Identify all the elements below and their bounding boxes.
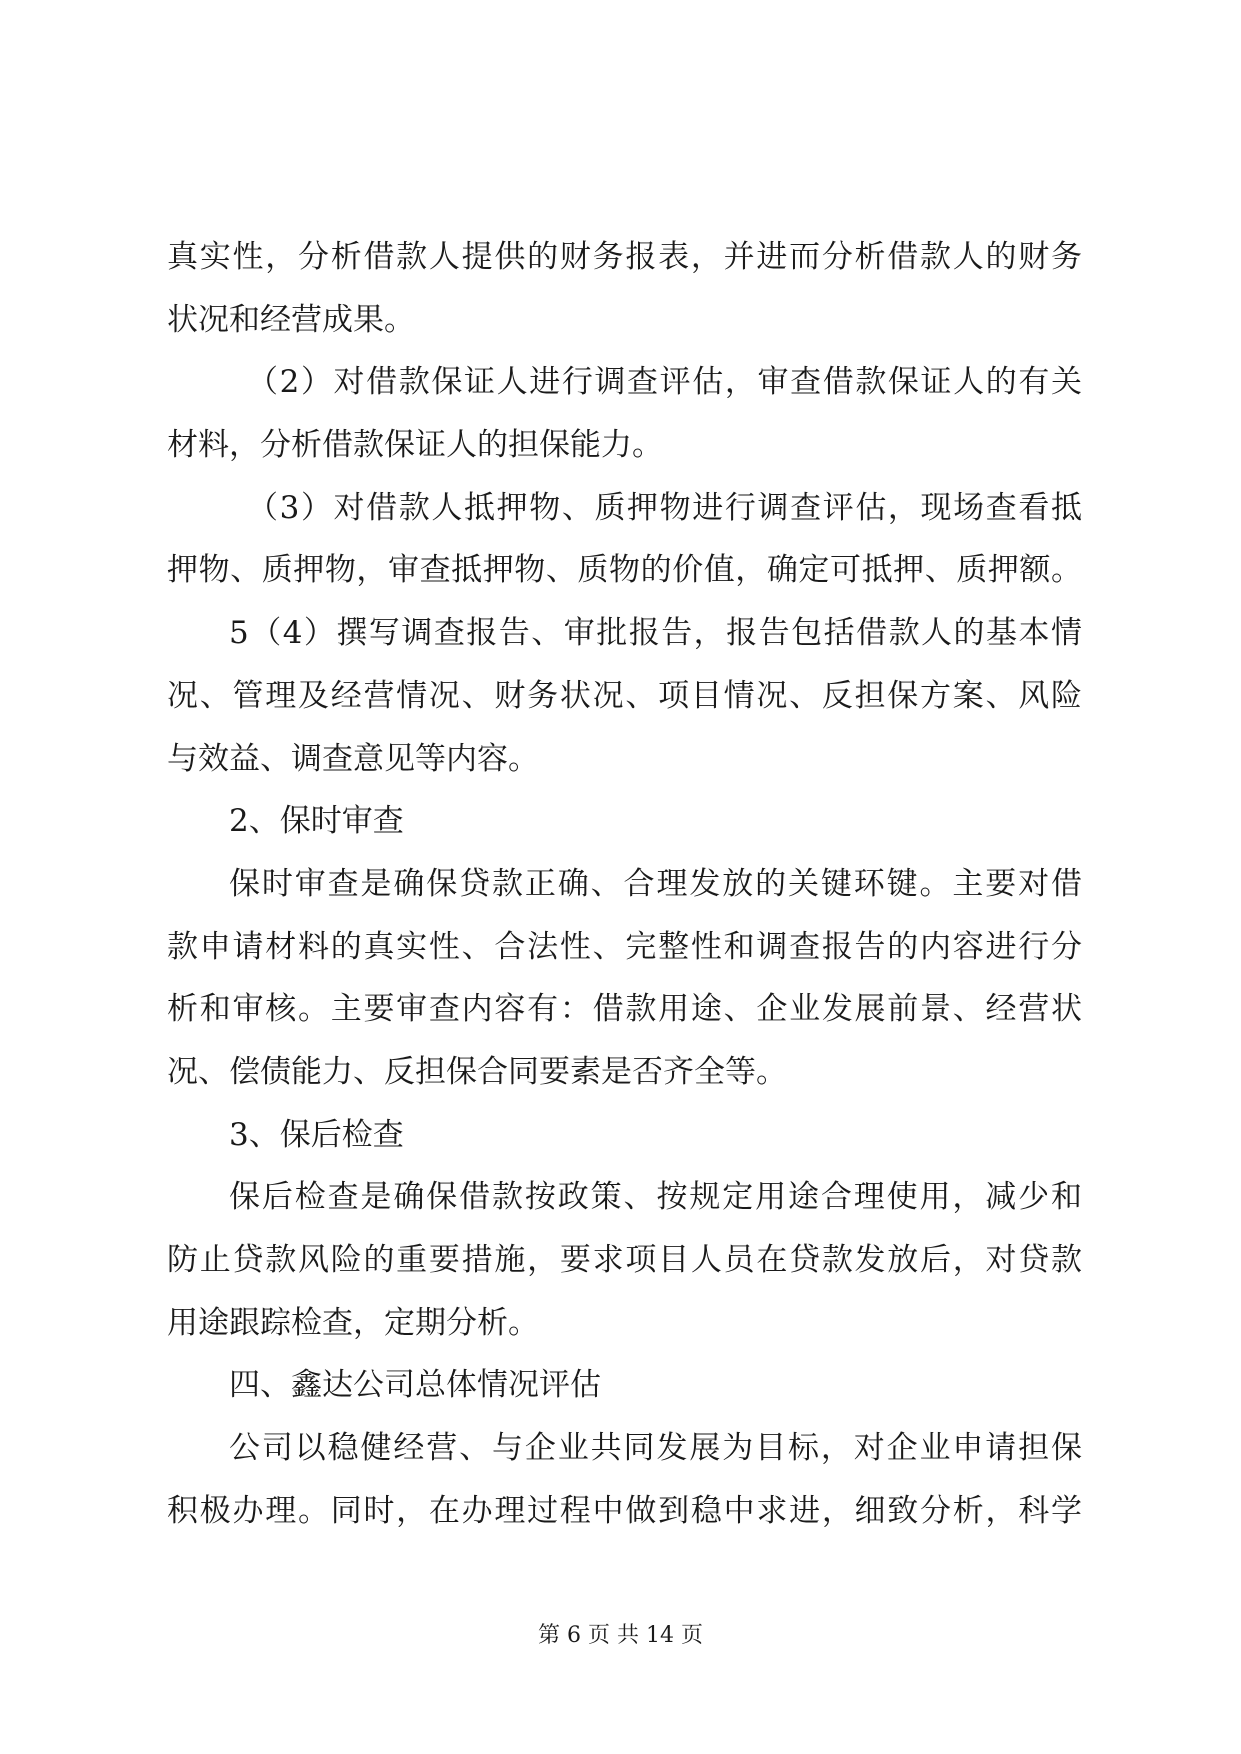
- text-line: 状况和经营成果。: [167, 301, 415, 338]
- text-line: 押物、质押物，审查抵押物、质物的价值，确定可抵押、质押额。: [167, 552, 1082, 589]
- text-line: 公司以稳健经营、与企业共同发展为目标，对企业申请担保: [229, 1430, 1082, 1467]
- text-line: 款申请材料的真实性、合法性、完整性和调查报告的内容进行分: [167, 928, 1082, 965]
- document-body: [167, 226, 1082, 1542]
- text-line: 积极办理。同时，在办理过程中做到稳中求进，细致分析，科学: [167, 1492, 1082, 1529]
- text-line: （3）对借款人抵押物、质押物进行调查评估，现场查看抵: [247, 489, 1082, 526]
- text-line: 用途跟踪检查，定期分析。: [167, 1304, 539, 1341]
- text-line: （2）对借款保证人进行调查评估，审查借款保证人的有关: [247, 364, 1082, 401]
- section-heading: 四、鑫达公司总体情况评估: [229, 1367, 601, 1404]
- section-heading: 2、保时审查: [229, 803, 404, 840]
- text-line: 与效益、调查意见等内容。: [167, 740, 539, 777]
- text-line: 防止贷款风险的重要措施，要求项目人员在贷款发放后，对贷款: [167, 1242, 1082, 1278]
- text-line: 真实性，分析借款人提供的财务报表，并进而分析借款人的财务: [167, 239, 1082, 275]
- text-line: 保后检查是确保借款按政策、按规定用途合理使用，减少和: [229, 1179, 1082, 1216]
- text-line: 材料，分析借款保证人的担保能力。: [167, 427, 663, 464]
- section-heading: 3、保后检查: [229, 1116, 404, 1153]
- text-line: 析和审核。主要审查内容有：借款用途、企业发展前景、经营状: [167, 991, 1082, 1028]
- text-line: 5（4）撰写调查报告、审批报告，报告包括借款人的基本情: [229, 615, 1082, 652]
- text-line: 况、偿债能力、反担保合同要素是否齐全等。: [167, 1053, 787, 1090]
- text-line: 保时审查是确保贷款正确、合理发放的关键环键。主要对借: [229, 865, 1082, 902]
- page-number-footer: 第 6 页 共 14 页: [538, 1623, 703, 1648]
- text-line: 况、管理及经营情况、财务状况、项目情况、反担保方案、风险: [167, 677, 1082, 714]
